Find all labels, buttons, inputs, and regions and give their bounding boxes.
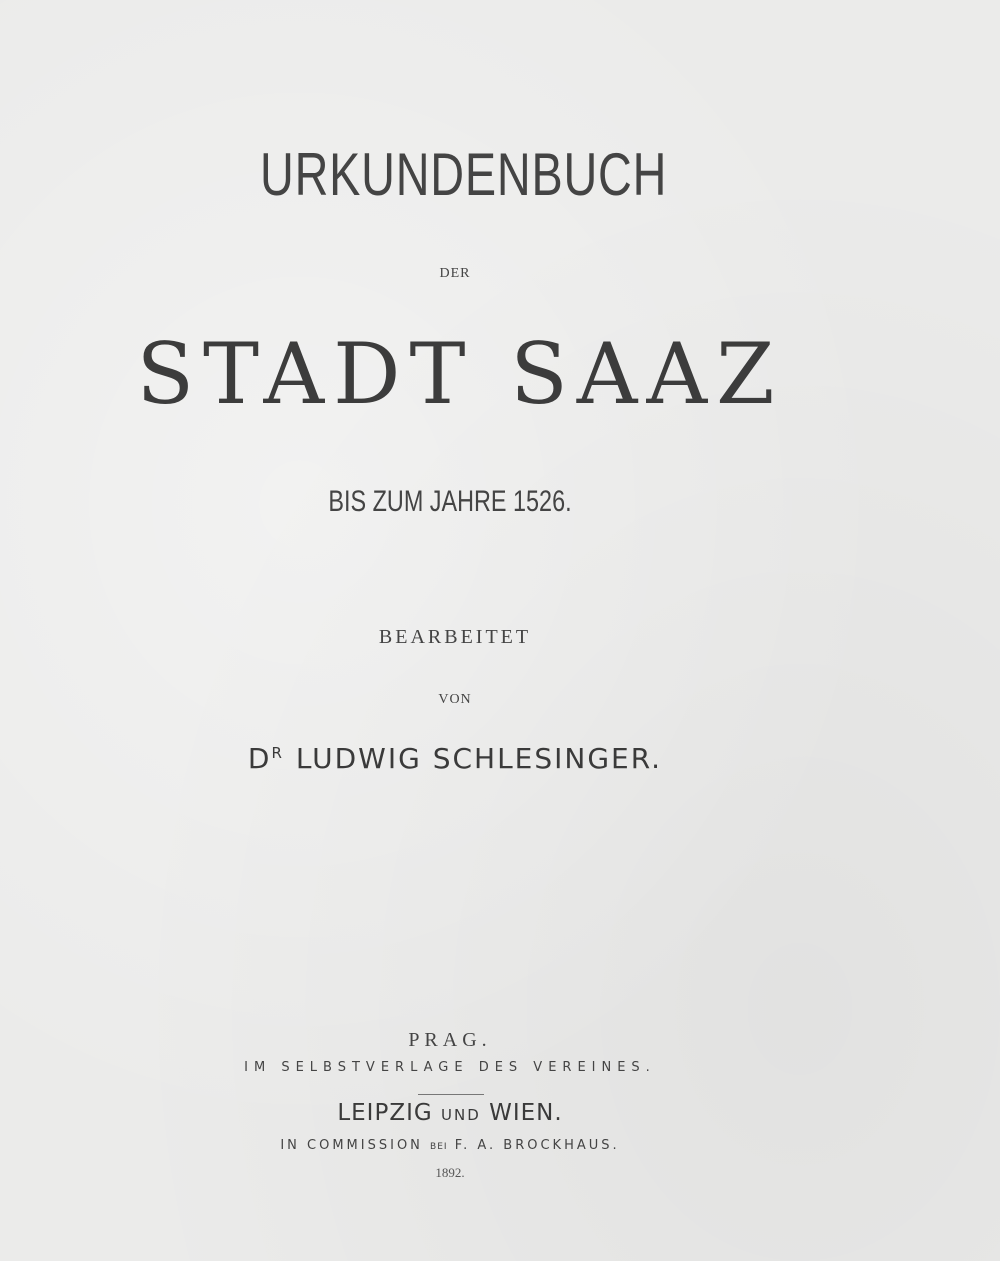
commission-pre: IN COMMISSION: [280, 1138, 423, 1153]
author-superscript: R: [271, 744, 284, 762]
imprint-commission: [200, 1138, 700, 1153]
imprint-publisher: IM SELBSTVERLAGE DES VEREINES.: [244, 1060, 656, 1075]
imprint-place: PRAG.: [408, 1029, 492, 1051]
imprint-year: 1892.: [435, 1165, 465, 1180]
title-article: DER: [439, 266, 471, 281]
imprint-cities: [250, 1100, 650, 1126]
book-title: URKUNDENBUCH: [260, 141, 668, 208]
imprint-city-wien: WIEN.: [489, 1100, 563, 1126]
imprint-und: UND: [441, 1106, 481, 1124]
author-prefix: D: [247, 742, 272, 775]
commission-post: F. A. BROCKHAUS.: [454, 1138, 620, 1153]
author-line: [150, 742, 760, 775]
title-subtitle: BIS ZUM JAHRE 1526.: [328, 485, 572, 518]
city-title: STADT SAAZ: [136, 325, 784, 423]
author-name: LUDWIG SCHLESINGER.: [295, 742, 663, 775]
commission-bei: BEI: [430, 1142, 448, 1152]
edited-label: BEARBEITET: [378, 626, 532, 648]
by-label: VON: [438, 692, 472, 707]
imprint-divider: [418, 1094, 484, 1095]
imprint-city-leipzig: LEIPZIG: [337, 1100, 433, 1126]
